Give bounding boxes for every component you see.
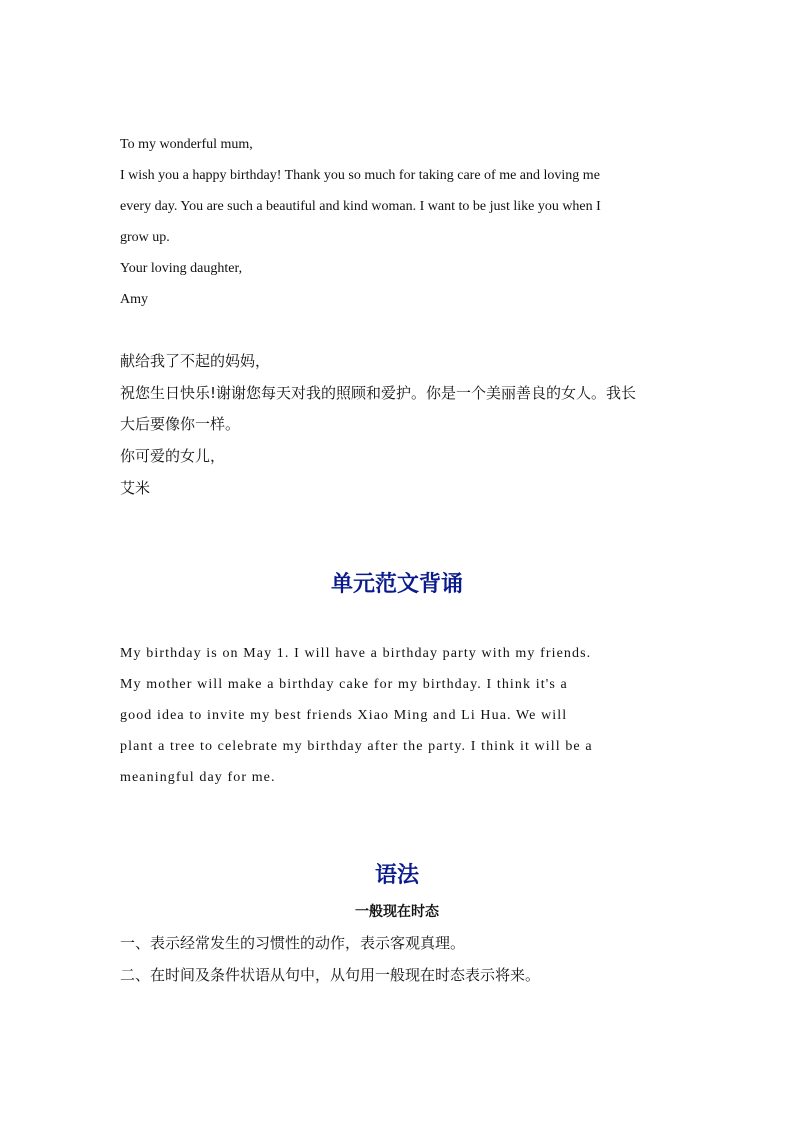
letter-cn-line-2: 祝您生日快乐!谢谢您每天对我的照顾和爱护。你是一个美丽善良的女人。我长 [120, 384, 637, 402]
letter-en-line-6: Amy [120, 292, 148, 307]
model-essay-heading: 单元范文背诵 [330, 572, 463, 597]
letter-cn-line-3: 大后要像你一样。 [120, 415, 241, 433]
model-essay-line-1: My birthday is on May 1. I will have a birthday party with my friends. [120, 646, 592, 661]
letter-cn-line-1: 献给我了不起的妈妈， [120, 352, 271, 370]
letter-en-line-1: To my wonderful mum, [120, 137, 253, 152]
letter-en-line-2: I wish you a happy birthday! Thank you so much for taking care of me and loving me [120, 168, 600, 183]
grammar-item-2: 二、在时间及条件状语从句中，从句用一般现在时态表示将来。 [120, 966, 541, 984]
letter-en-line-5: Your loving daughter, [120, 261, 243, 276]
letter-en-line-4: grow up. [120, 230, 170, 245]
model-essay-line-4: plant a tree to celebrate my birthday after the party. I think it will be a [120, 739, 593, 754]
letter-en-line-3: every day. You are such a beautiful and kind woman. I want to be just like you when I [120, 199, 601, 214]
letter-cn-line-5: 艾米 [120, 479, 151, 497]
model-essay-line-5: meaningful day for me. [120, 770, 276, 785]
model-essay-line-3: good idea to invite my best friends Xiao Ming and Li Hua. We will [120, 708, 568, 723]
model-essay-line-2: My mother will make a birthday cake for my birthday. I think it's a [120, 677, 568, 692]
grammar-item-1: 一、表示经常发生的习惯性的动作，表示客观真理。 [120, 934, 466, 952]
letter-cn-line-4: 你可爱的女儿， [120, 447, 226, 465]
grammar-subheading: 一般现在时态 [355, 904, 439, 920]
grammar-heading: 语法 [374, 863, 419, 888]
